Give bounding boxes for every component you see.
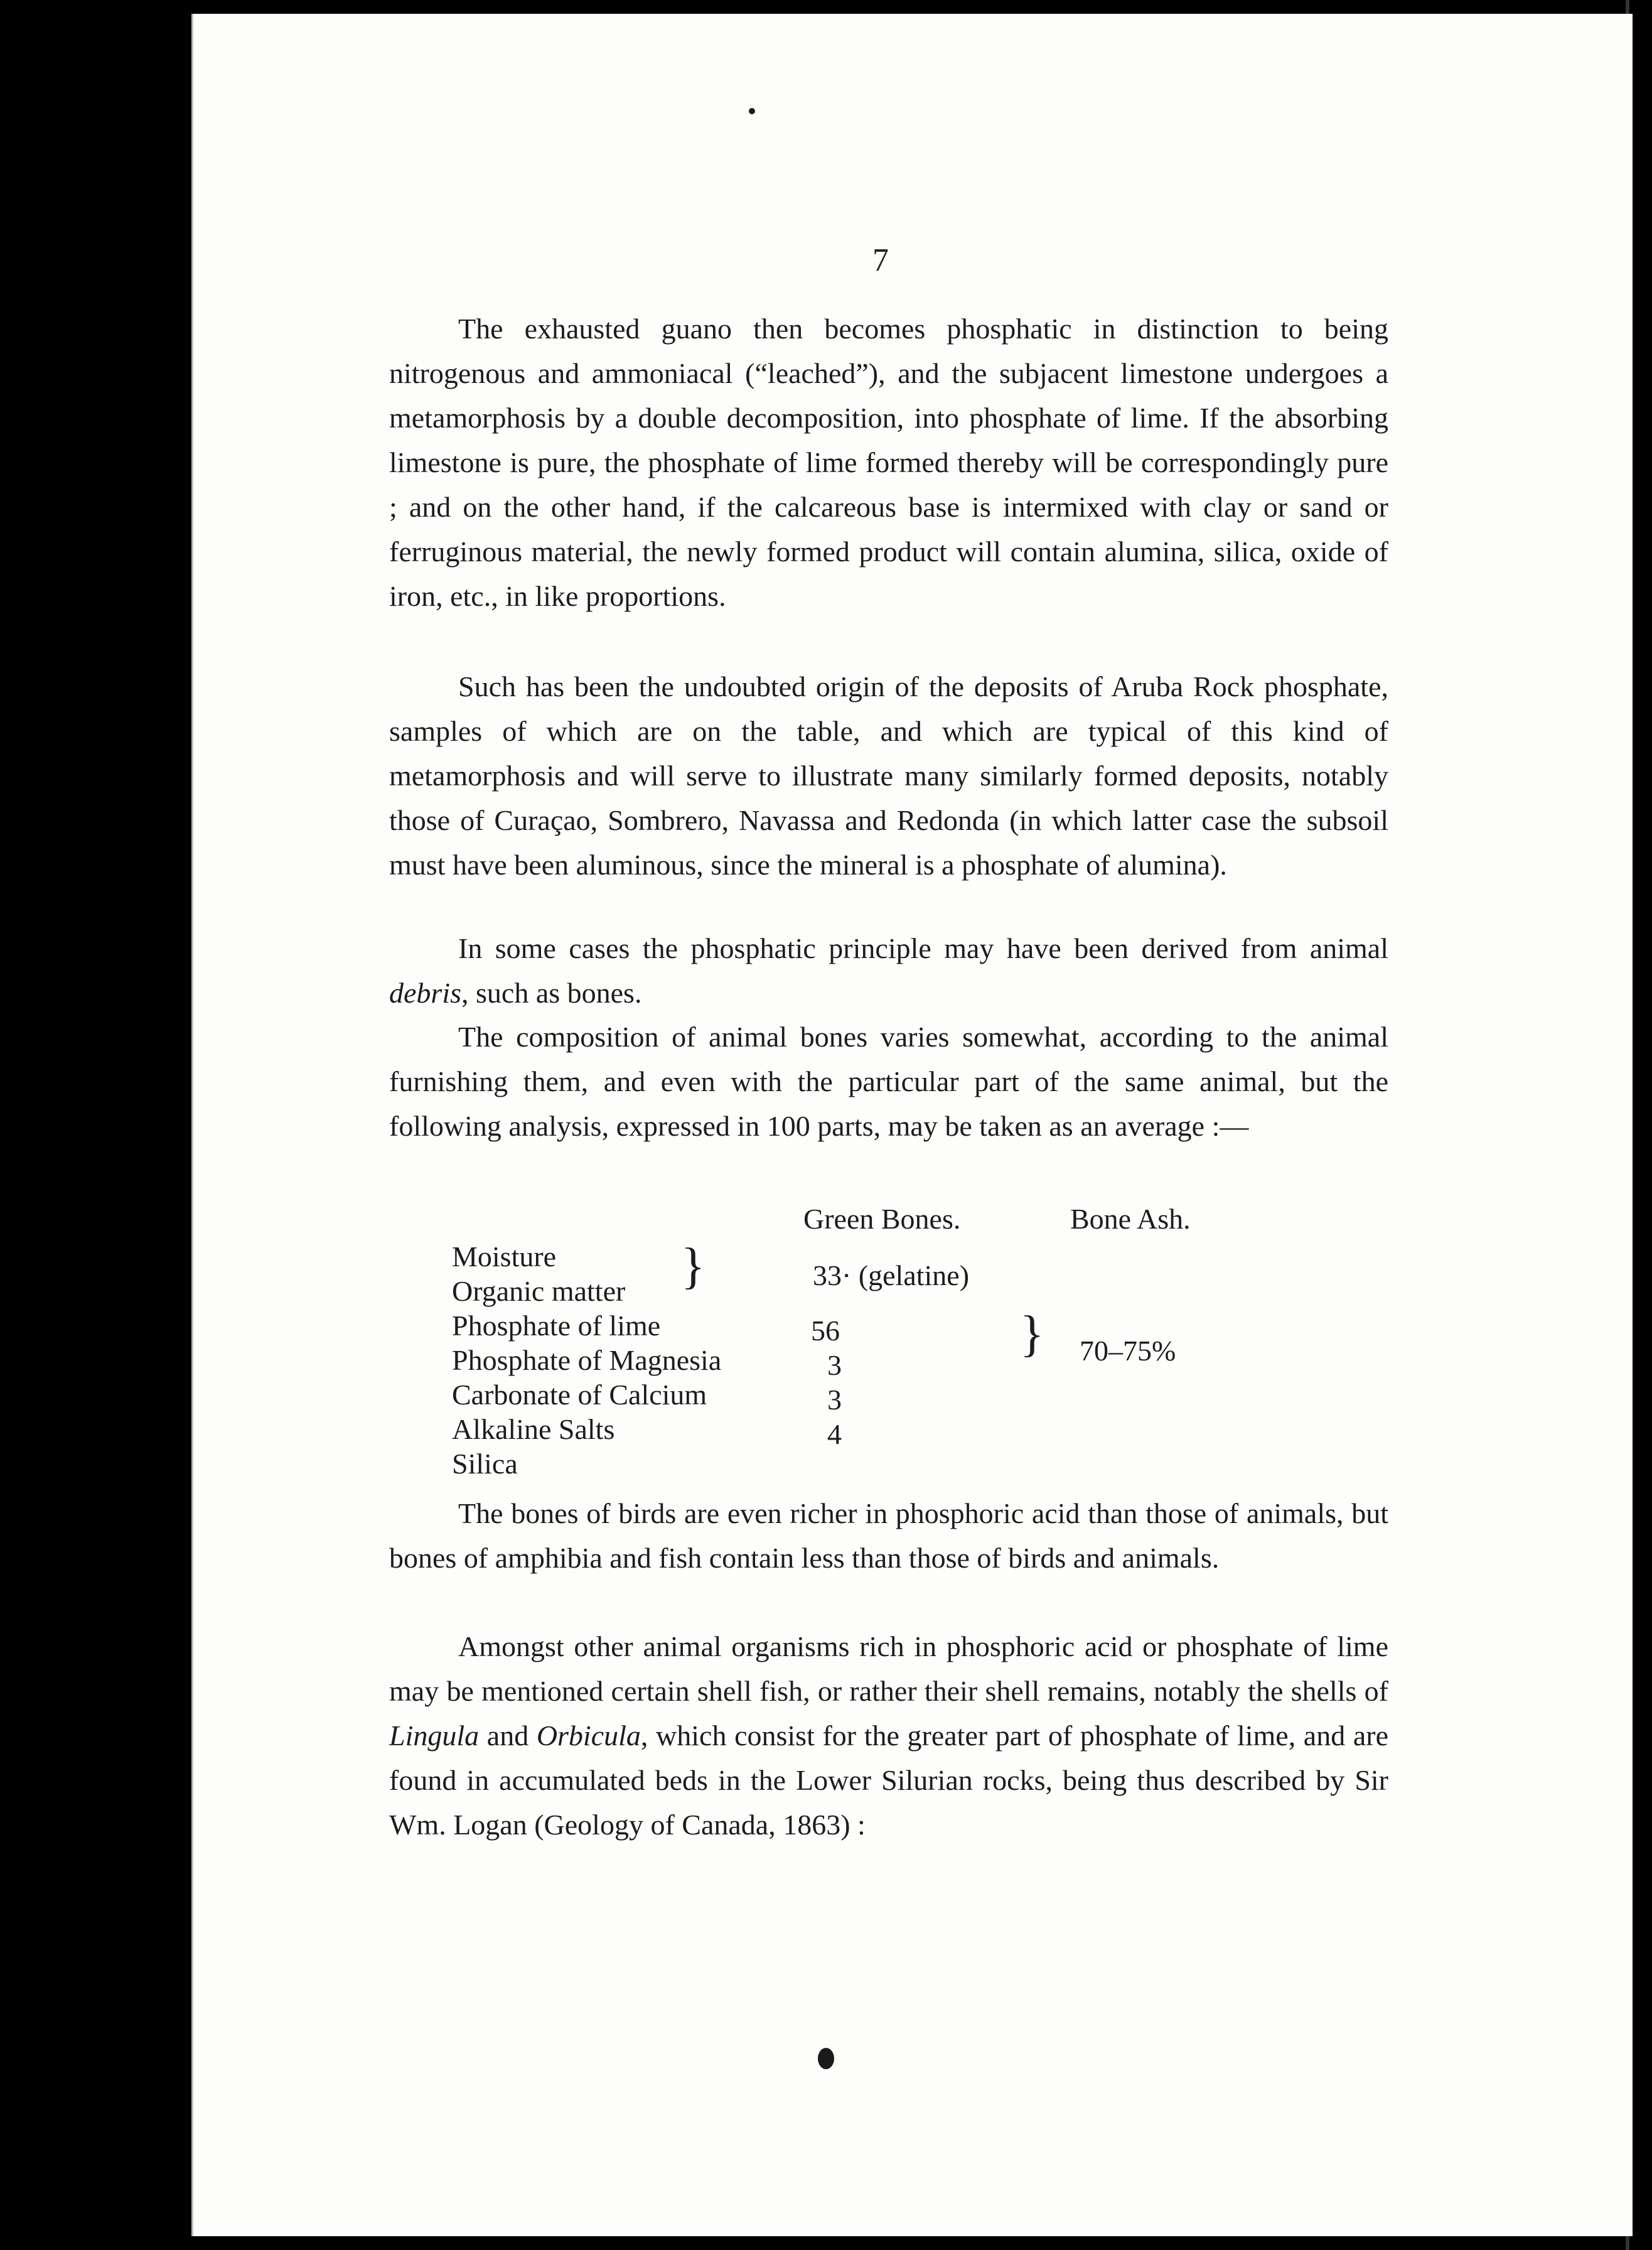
paragraph-text: Such has been the undoubted origin of the deposits of Aruba Rock phosphate, samples of which are on the table, and which are typical of this kind of metamorphosis and will serve to illustrate many similarly formed deposits, notably those of Curaçao, Sombrero, Navassa and Redonda (in which latter case the subsoil must have been aluminous, since the mineral is a phosphate of alumina). [389,670,1388,881]
scan-speck [818,2048,834,2069]
italic-term: Orbicula [536,1720,641,1752]
row-label-organic-matter: Organic matter [452,1275,626,1307]
value-bone-ash: 70–75% [1080,1335,1176,1367]
paragraph-text: The composition of animal bones varies somewhat, according to the animal furnishing them, and even with the particular part of the same animal, but the following analysis, expressed in 100 parts, may be taken as an average :— [389,1021,1388,1142]
paragraph-3 [389,926,1388,1015]
value-carbonate-of-calcium: 3 [827,1384,842,1416]
value-alkaline-salts: 4 [827,1418,842,1450]
header-bone-ash: Bone Ash. [1070,1203,1191,1235]
text-run: , which consist for the greater part of phosphate of lime, and are found in accumulated beds in the Lower Silurian rocks, being thus described by Sir Wm. Logan (Geology of Canada, 1863) : [389,1720,1388,1841]
row-label-carbonate-of-calcium: Carbonate of Calcium [452,1379,707,1411]
value-phosphate-of-magnesia: 3 [827,1349,842,1381]
italic-term: debris [389,977,461,1009]
paragraph-2 [389,664,1388,887]
row-label-silica: Silica [452,1448,518,1480]
paragraph-text [389,926,1388,1015]
page-number: 7 [872,242,889,278]
header-green-bones: Green Bones. [803,1203,961,1235]
italic-term: Lingula [389,1720,480,1752]
text-run: In some cases the phosphatic principle may have been derived from animal [458,932,1388,964]
paragraph-text [389,1624,1388,1847]
text-run: , such as bones. [461,977,642,1009]
paragraph-text: The exhausted guano then becomes phosphatic in distinction to being nitrogenous and ammoniacal (“leached”), and the subjacent limestone undergoes a metamorphosis by a double decomposition, into phosphate of lime. If the absorbing limestone is pure, the phosphate of lime formed thereby will be correspondingly pure ; and on the other hand, if the calcareous base is intermixed with clay or sand or ferruginous material, the newly formed product will contain alumina, silica, oxide of iron, etc., in like proportions. [389,313,1388,612]
value-moisture-organic: 33· (gelatine) [813,1259,970,1291]
text-run: and [479,1720,537,1752]
paragraph-6 [389,1624,1388,1847]
scan-speck [749,108,755,114]
row-label-phosphate-of-lime: Phosphate of lime [452,1310,661,1342]
row-label-phosphate-of-magnesia: Phosphate of Magnesia [452,1344,722,1376]
paragraph-5 [389,1491,1388,1580]
paragraph-4 [389,1015,1388,1148]
brace-bone-ash: } [1020,1306,1044,1362]
text-run: Amongst other animal organisms rich in phosphoric acid or phosphate of lime may be mentioned certain shell fish, or rather their shell remains, notably the shells of [389,1630,1388,1707]
brace-moisture-organic: } [681,1239,705,1294]
bone-composition-table [452,1202,1268,1485]
row-label-moisture: Moisture [452,1241,557,1273]
paragraph-1 [389,306,1388,618]
value-phosphate-of-lime: 56 [811,1315,840,1347]
paragraph-text: The bones of birds are even richer in phosphoric acid than those of animals, but bones of amphibia and fish contain less than those of birds and animals. [389,1497,1388,1574]
row-label-alkaline-salts: Alkaline Salts [452,1413,615,1445]
